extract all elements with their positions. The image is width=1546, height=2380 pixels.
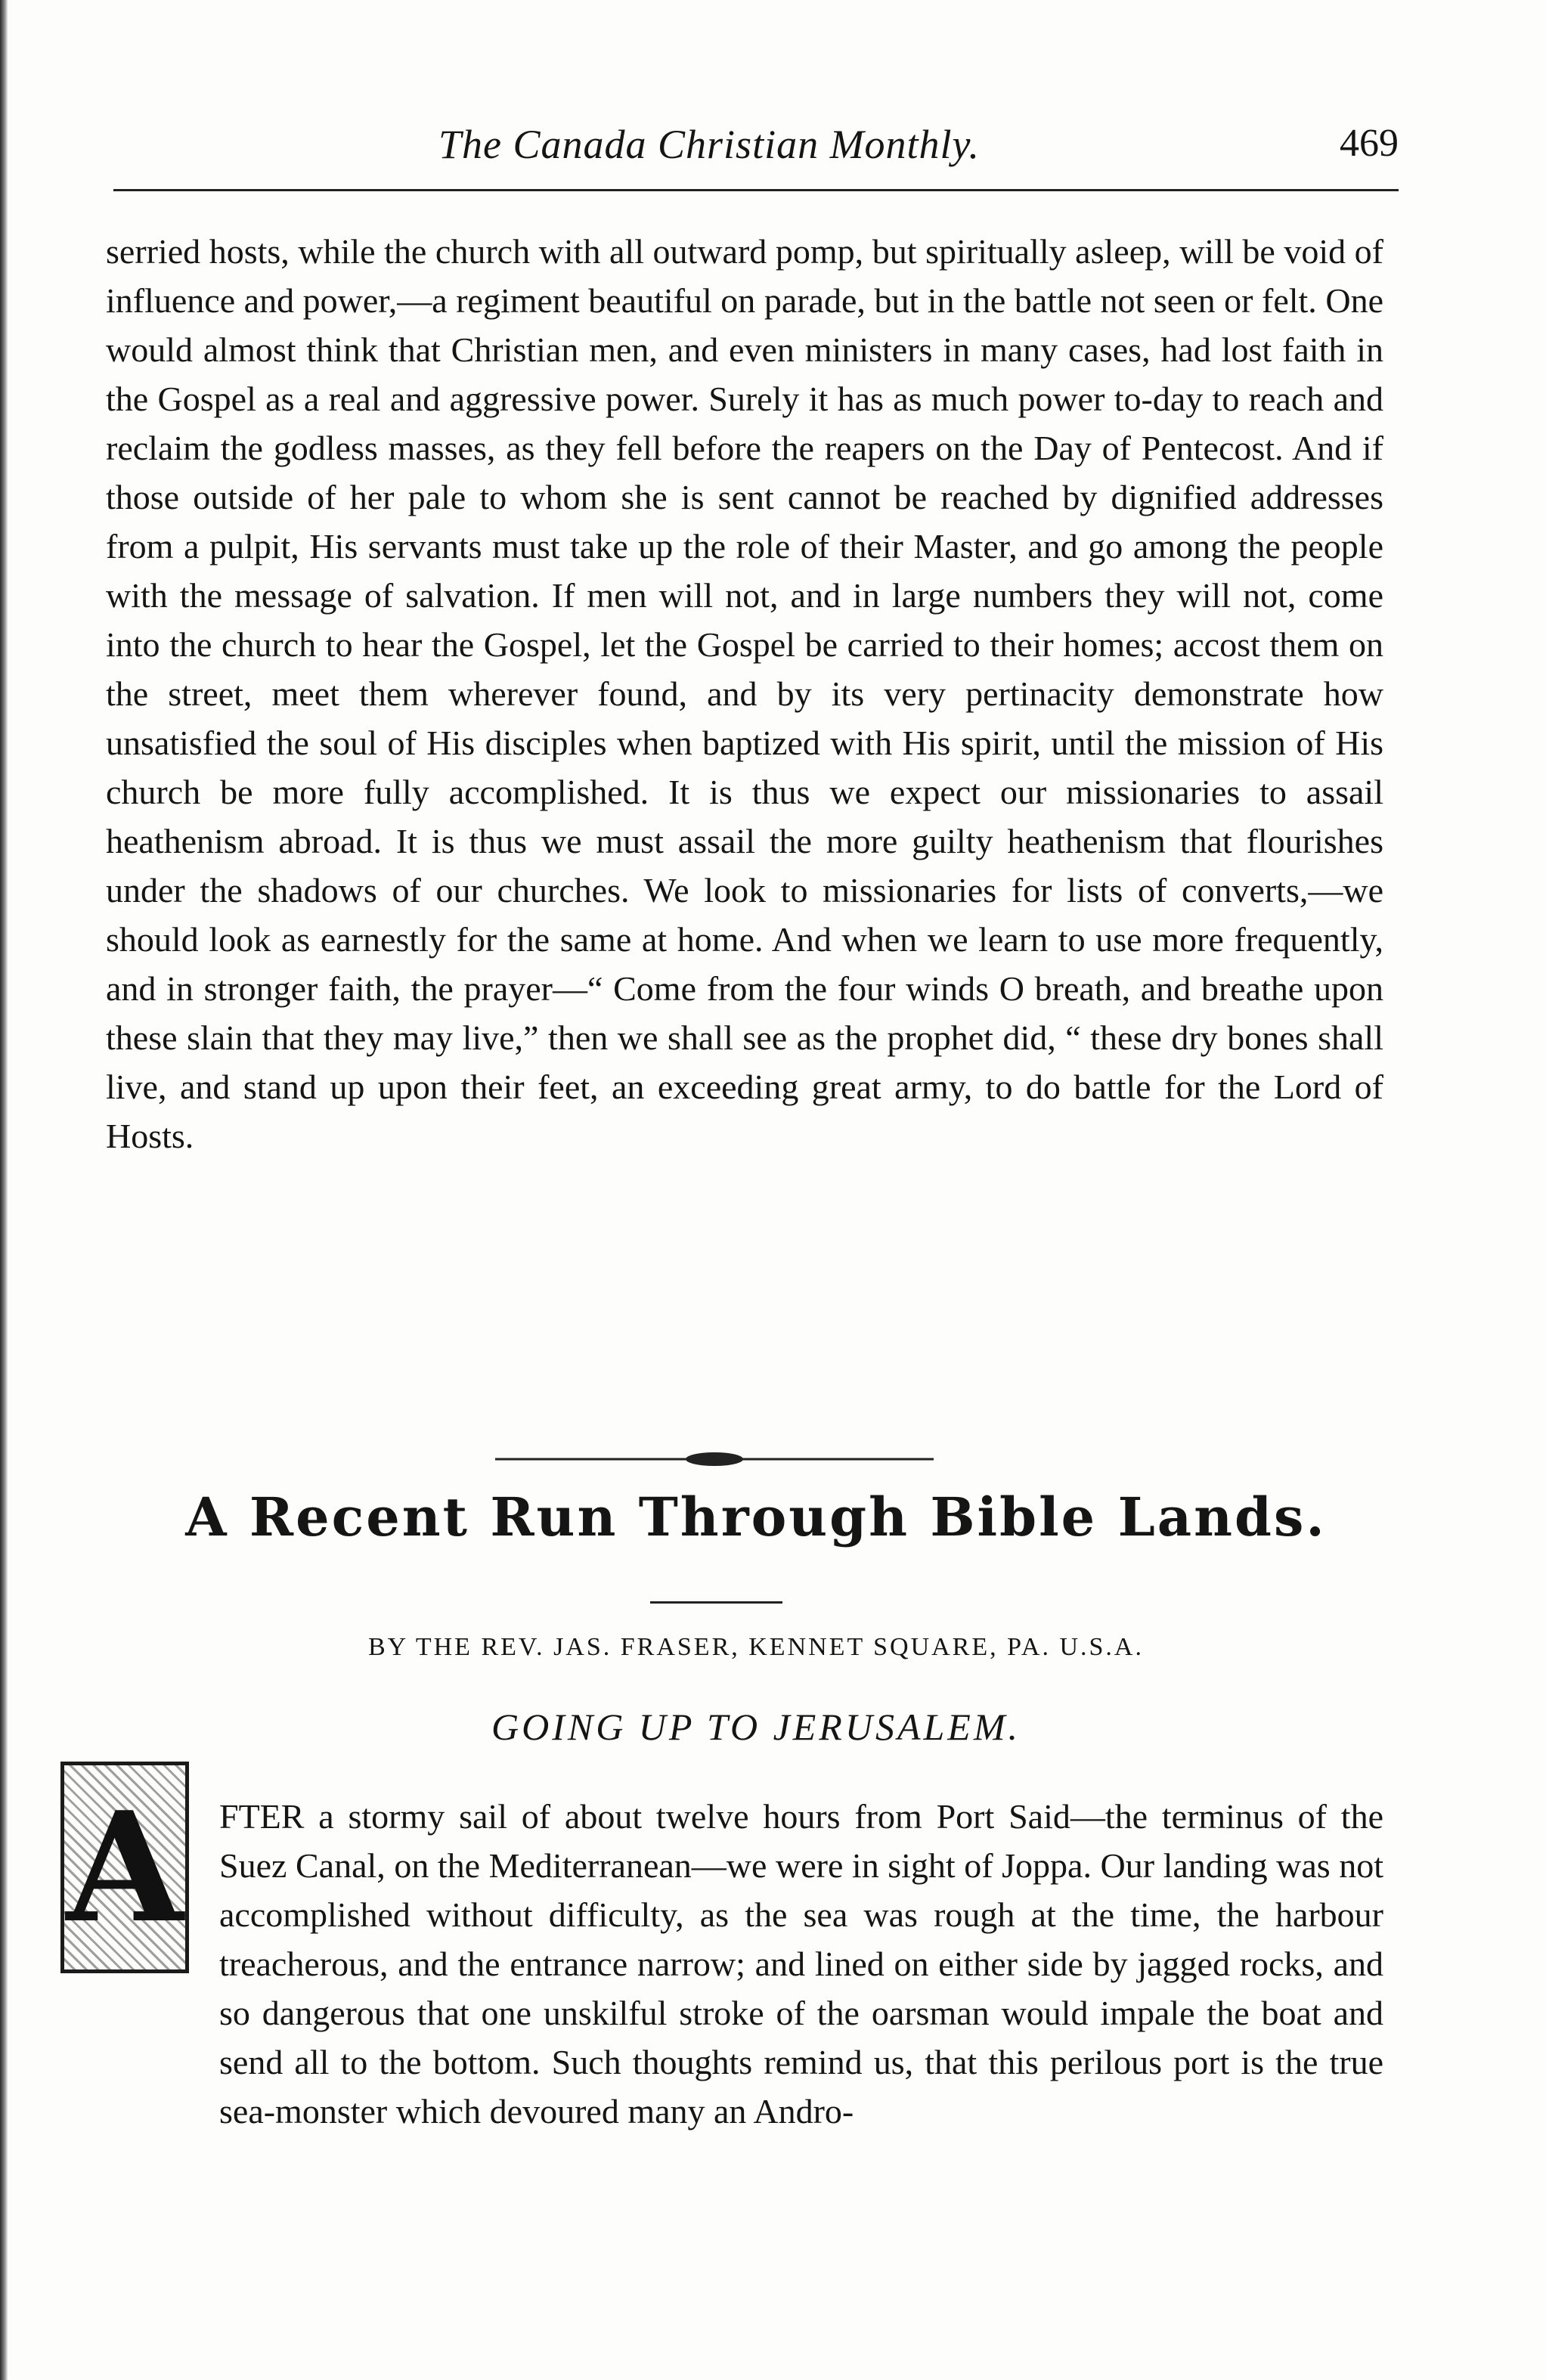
first-paragraph <box>106 1792 1383 2238</box>
dropcap-letter: A <box>64 1765 185 1969</box>
continued-paragraph: serried hosts, while the church with all outward pomp, but spiritually asleep, will be void of influence and power,—a regiment beautiful on parade, but in the battle not seen or felt. One would almost think that Christian men, and even ministers in many cases, had lost faith in the Gospel as a real and aggressive power. Surely it has as much power to-day to reach and reclaim the godless masses, as they fell before the reapers on the Day of Pentecost. And if those outside of her pale to whom she is sent cannot be reached by dignified addresses from a pulpit, His servants must take up the role of their Master, and go among the people with the message of salvation. If men will not, and in large numbers they will not, come into the church to hear the Gospel, let the Gospel be carried to their homes; accost them on the street, meet them wherever found, and by its very pertinacity demonstrate how unsatisfied the soul of His disciples when baptized with His spirit, until the mission of His church be more fully accomplished. It is thus we expect our missionaries to assail heathenism abroad. It is thus we must assail the more guilty heathenism that flourishes under the shadows of our churches. We look to missionaries for lists of converts,—we should look as earnestly for the same at home. And when we learn to use more frequently, and in stronger faith, the prayer—“ Come from the four winds O breath, and breathe upon these slain that they may live,” then we shall see as the prophet did, “ these dry bones shall live, and stand up upon their feet, an exceeding great army, to do battle for the Lord of Hosts. <box>106 232 1383 1155</box>
page-number: 469 <box>1340 122 1399 165</box>
running-head <box>113 113 1399 181</box>
title-rule <box>650 1601 782 1604</box>
article-title: A Recent Run Through Bible Lands. <box>185 1486 1327 1548</box>
byline: BY THE REV. JAS. FRASER, KENNET SQUARE, PA. U.S.A. <box>368 1633 1144 1661</box>
journal-title: The Canada Christian Monthly. <box>438 122 981 167</box>
ornamental-divider <box>495 1448 934 1470</box>
binding-edge <box>0 0 8 2380</box>
first-paragraph-text: FTER a stormy sail of about twelve hours from Port Said—the terminus of the Suez Canal, on the Mediterranean—we were in sight of Joppa. Our landing was not accomplished without difficulty, as the sea was rough at the time, the harbour treacherous, and the entrance narrow; and lined on either side by jagged rocks, and so dangerous that one unskilful stroke of the oarsman would impale the boat and send all to the bottom. Such thoughts remind us, that this perilous port is the true sea-monster which devoured many an Andro- <box>219 1797 1383 2131</box>
section-heading: GOING UP TO JERUSALEM. <box>491 1706 1021 1748</box>
header-rule <box>113 189 1399 191</box>
